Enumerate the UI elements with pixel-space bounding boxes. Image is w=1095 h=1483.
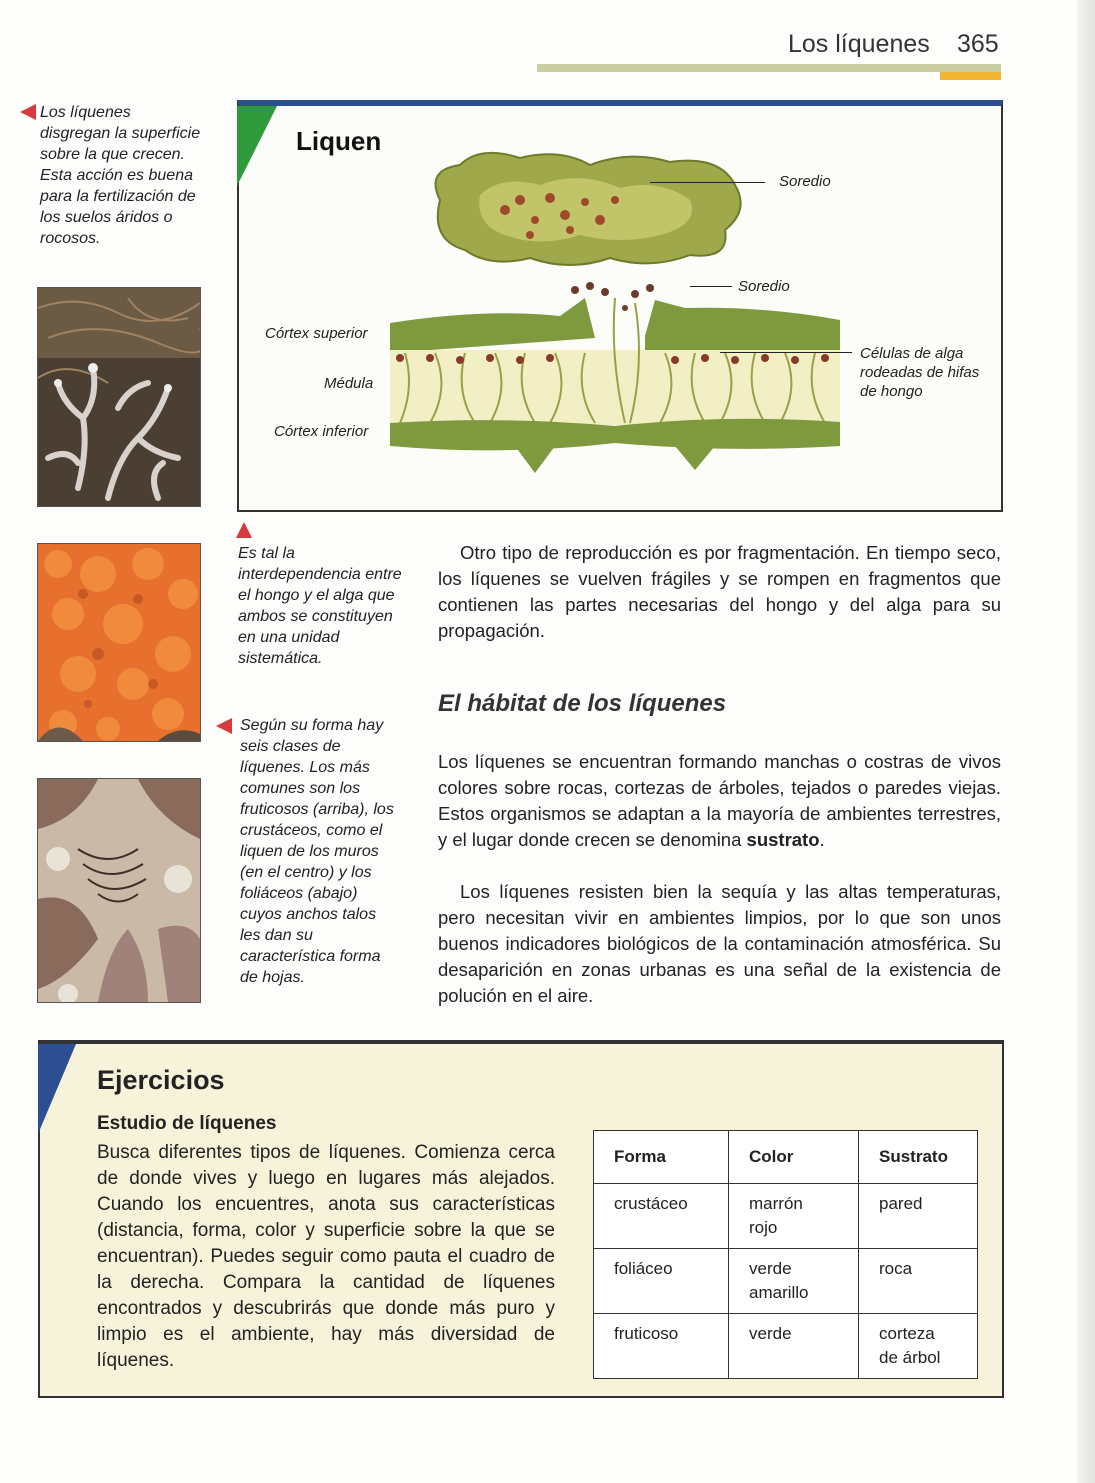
running-header-title: Los líquenes <box>788 30 930 58</box>
page-edge-shadow <box>1077 0 1095 1483</box>
cell-sustrato: pared <box>859 1184 978 1249</box>
margin-note-bottom: Según su forma hay seis clases de líquenes. Los más comunes son los fruticosos (arriba), los crustáceos, como el liquen de los muros (en el centro) y los foliáceos (abajo) cuyos anchos talos les dan su característica forma de hojas. <box>240 717 394 986</box>
table-header-row <box>594 1131 978 1184</box>
header-rule <box>537 64 1001 72</box>
cell-forma: fruticoso <box>594 1314 729 1379</box>
photo-foliose-lichen <box>37 778 201 1003</box>
cell-sustrato: corteza de árbol <box>859 1314 978 1379</box>
margin-note-top: Los líquenes disgregan la superficie sobre la que crecen. Esta acción es buena para la fertilización de los suelos áridos o rocosos. <box>40 104 201 247</box>
label-cortex-inferior: Córtex inferior <box>274 423 369 440</box>
header-accent <box>940 72 1001 80</box>
paragraph-habitat: Los líquenes se encuentran formando manchas o costras de vivos colores sobre rocas, cortezas de árboles, tejados o paredes viejas. Estos organismos se adaptan a la mayoría de ambientes terrestres, y el lugar donde crecen se denomina sustrato. <box>438 751 1001 850</box>
pointer-arrow-icon <box>20 104 36 120</box>
exercises-subtitle: Estudio de líquenes <box>97 1113 277 1134</box>
cell-forma: foliáceo <box>594 1249 729 1314</box>
photo-crustose-lichen <box>37 543 201 742</box>
exercises-corner-accent <box>38 1044 76 1134</box>
diagram-title: Liquen <box>296 126 382 156</box>
label-medula: Médula <box>324 375 374 392</box>
cell-color: marrón rojo <box>729 1184 859 1249</box>
paragraph-fragmentacion: Otro tipo de reproducción es por fragmentación. En tiempo seco, los líquenes se vuelven frágiles y se rompen en fragmentos que contienen las partes necesarias del hongo y del alga para su propagación. <box>438 542 1001 641</box>
cell-forma: crustáceo <box>594 1184 729 1249</box>
label-cortex-superior: Córtex superior <box>265 325 368 342</box>
cell-color: verde <box>729 1314 859 1379</box>
pointer-arrow-icon <box>216 718 232 734</box>
lichen-thallus-illustration <box>420 140 750 280</box>
diagram-corner-accent <box>237 106 277 186</box>
table-row <box>594 1314 978 1379</box>
lichen-cross-section-illustration <box>385 278 845 478</box>
label-soredio-top: Soredio <box>779 173 831 190</box>
pointer-arrow-icon <box>236 522 252 538</box>
photo-fruticose-lichen <box>37 287 201 507</box>
table-row <box>594 1184 978 1249</box>
exercises-title: Ejercicios <box>97 1065 225 1095</box>
col-header-sustrato: Sustrato <box>859 1131 978 1184</box>
page-number: 365 <box>957 30 999 58</box>
paragraph-contaminacion: Los líquenes resisten bien la sequía y las altas temperaturas, pero necesitan vivir en ambientes limpios, por lo que son unos buenos indicadores biológicos de la contaminación atmosférica. Su desaparición en zonas urbanas es una señal de la existencia de polución en el aire. <box>438 881 1001 1006</box>
label-celulas-alga: Células de alga rodeadas de hifas de hongo <box>860 345 980 400</box>
cell-color: verde amarillo <box>729 1249 859 1314</box>
term-sustrato: sustrato <box>746 829 820 850</box>
cell-sustrato: roca <box>859 1249 978 1314</box>
exercises-body: Busca diferentes tipos de líquenes. Comienza cerca de donde vives y luego en lugares más alejados. Cuando los encuentres, anota sus características (distancia, forma, color y superficie sobre la que se encuentran). Puedes seguir como pauta el cuadro de la derecha. Compara la cantidad de líquenes encontrados y descubrirás que donde más puro y limpio es el ambiente, hay más diversidad de líquenes. <box>97 1142 555 1371</box>
col-header-color: Color <box>729 1131 859 1184</box>
lichen-record-table <box>593 1130 978 1379</box>
leader-line <box>650 182 765 183</box>
section-heading-habitat: El hábitat de los líquenes <box>438 690 727 717</box>
margin-note-middle: Es tal la interdependencia entre el hongo y el alga que ambos se constituyen en una unidad sistemática. <box>238 545 402 667</box>
leader-line <box>690 286 732 287</box>
table-row <box>594 1249 978 1314</box>
leader-line <box>720 352 852 353</box>
col-header-forma: Forma <box>594 1131 729 1184</box>
label-soredio-mid: Soredio <box>738 278 790 295</box>
